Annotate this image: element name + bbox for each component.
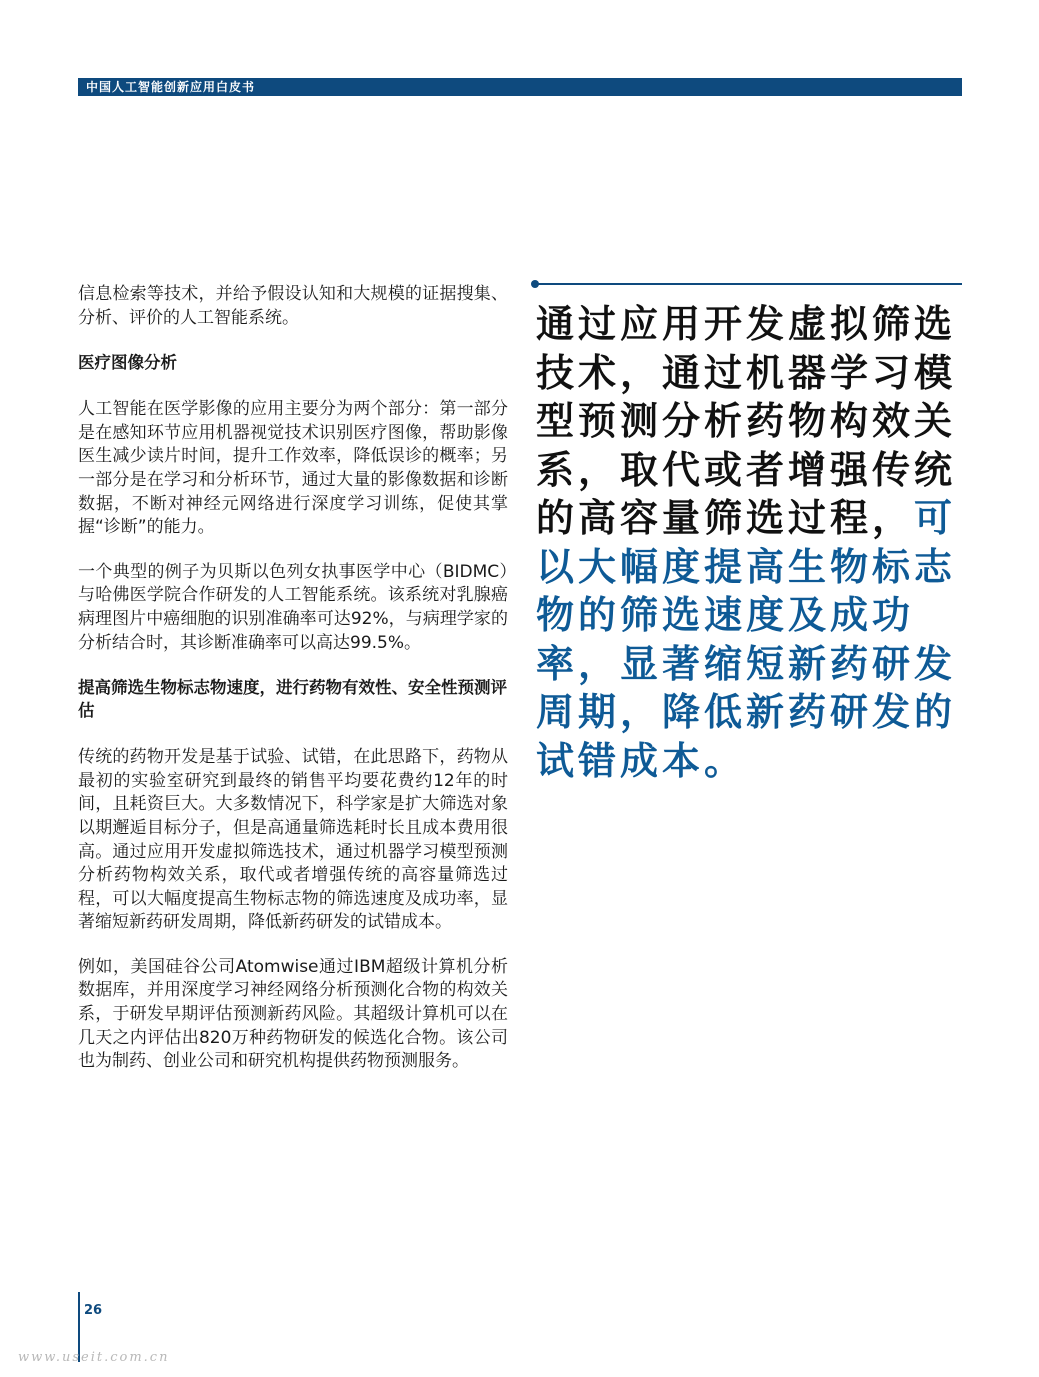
- pullquote: [536, 300, 972, 785]
- drug-screening-paragraph-2: 例如，美国硅谷公司Atomwise通过IBM超级计算机分析数据库，并用深度学习神经网络分析预测化合物的构效关系，于研发早期评估预测新药风险。其超级计算机可以在几天之内评估出820万种药物研发的候选化合物。该公司也为制药、创业公司和研究机构提供药物预测服务。: [78, 956, 508, 1072]
- pullquote-rule: [536, 283, 962, 285]
- medical-imaging-paragraph-2: 一个典型的例子为贝斯以色列女执事医学中心（BIDMC）与哈佛医学院合作研发的人工智能系统。该系统对乳腺癌病理图片中癌细胞的识别准确率可达92%，与病理学家的分析结合时，其诊断准确率可以高达99.5%。: [78, 561, 508, 653]
- section-heading-medical-imaging: 医疗图像分析: [78, 353, 177, 373]
- intro-paragraph: 信息检索等技术，并给予假设认知和大规模的证据搜集、分析、评价的人工智能系统。: [78, 284, 508, 328]
- section-heading-drug-screening: 提高筛选生物标志物速度，进行药物有效性、安全性预测评估: [78, 678, 507, 721]
- drug-screening-paragraph-1: 传统的药物开发是基于试验、试错，在此思路下，药物从最初的实验室研究到最终的销售平均要花费约12年的时间，且耗资巨大。大多数情况下，科学家是扩大筛选对象以期邂逅目标分子，但是高通量筛选耗时长且成本费用很高。通过应用开发虚拟筛选技术，通过机器学习模型预测分析药物构效关系，取代或者增强传统的高容量筛选过程，可以大幅度提高生物标志物的筛选速度及成功率，显著缩短新药研发周期，降低新药研发的试错成本。: [78, 747, 508, 933]
- page-number: 26: [84, 1303, 103, 1318]
- watermark: www.useit.com.cn: [18, 1350, 170, 1365]
- pullquote-highlight: 可以大幅度提高生物标志物的筛选速度及成功率，显著缩短新药研发周期，降低新药研发的试错成本。: [536, 496, 957, 783]
- document-title: 中国人工智能创新应用白皮书: [86, 80, 256, 94]
- body-column: [78, 283, 508, 1095]
- medical-imaging-paragraph-1: 人工智能在医学影像的应用主要分为两个部分：第一部分是在感知环节应用机器视觉技术识别医疗图像，帮助影像医生减少读片时间，提升工作效率，降低误诊的概率；另一部分是在学习和分析环节，通过大量的影像数据和诊断数据，不断对神经元网络进行深度学习训练，促使其掌握“诊断”的能力。: [78, 399, 508, 538]
- pullquote-text: 通过应用开发虚拟筛选技术，通过机器学习模型预测分析药物构效关系，取代或者增强传统的高容量筛选过程，: [536, 302, 957, 540]
- header-bar: [78, 78, 962, 96]
